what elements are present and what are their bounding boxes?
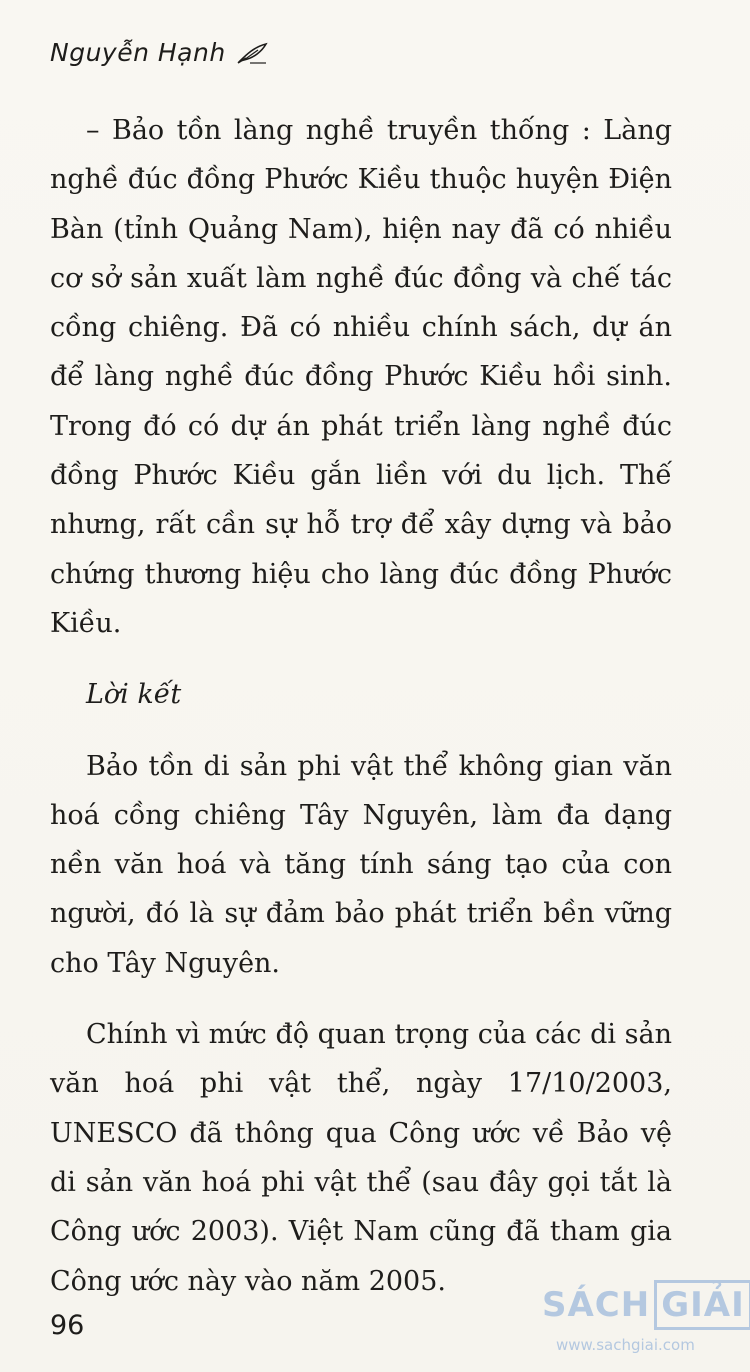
watermark-logo — [542, 1270, 745, 1360]
author-name: Nguyễn Hạnh — [50, 38, 226, 67]
paragraph-conclusion: Bảo tồn di sản phi vật thể không gian văn hoá cồng chiêng Tây Nguyên, làm đa dạng nền văn hoá và tăng tính sáng tạo của con người, đó là sự đảm bảo phát triển bền vững cho Tây Nguyên. — [50, 750, 672, 979]
watermark-url: www.sachgiai.com — [556, 1336, 695, 1354]
section-heading: Lời kết — [86, 679, 182, 711]
quill-pen-icon — [236, 41, 270, 65]
paragraph-craft-village: – Bảo tồn làng nghề truyền thống : Làng nghề đúc đồng Phước Kiều thuộc huyện Điện Bàn (tỉnh Quảng Nam), hiện nay đã có nhiều cơ sở sản xuất làm nghề đúc đồng và chế tác cồng chiêng. Đã có nhiều chính sách, dự án để làng nghề đúc đồng Phước Kiều hồi sinh. Trong đó có dự án phát triển làng nghề đúc đồng Phước Kiều gắn liền với du lịch. Thế nhưng, rất cần sự hỗ trợ để xây dựng và bảo chứng thương hiệu cho làng đúc đồng Phước Kiều. — [50, 115, 672, 639]
running-header — [50, 38, 270, 67]
watermark-wordmark — [542, 1280, 750, 1330]
paragraph-unesco: Chính vì mức độ quan trọng của các di sản văn hoá phi vật thể, ngày 17/10/2003, UNESCO đã thông qua Công ước về Bảo vệ di sản văn hoá phi vật thể (sau đây gọi tắt là Công ước 2003). Việt Nam cũng đã tham gia Công ước này vào năm 2005. — [50, 1019, 672, 1297]
page-number: 96 — [50, 1310, 85, 1341]
body-text — [50, 106, 672, 1306]
watermark-part-2: GIẢI — [654, 1280, 750, 1330]
watermark-part-1: SÁCH — [542, 1285, 651, 1325]
